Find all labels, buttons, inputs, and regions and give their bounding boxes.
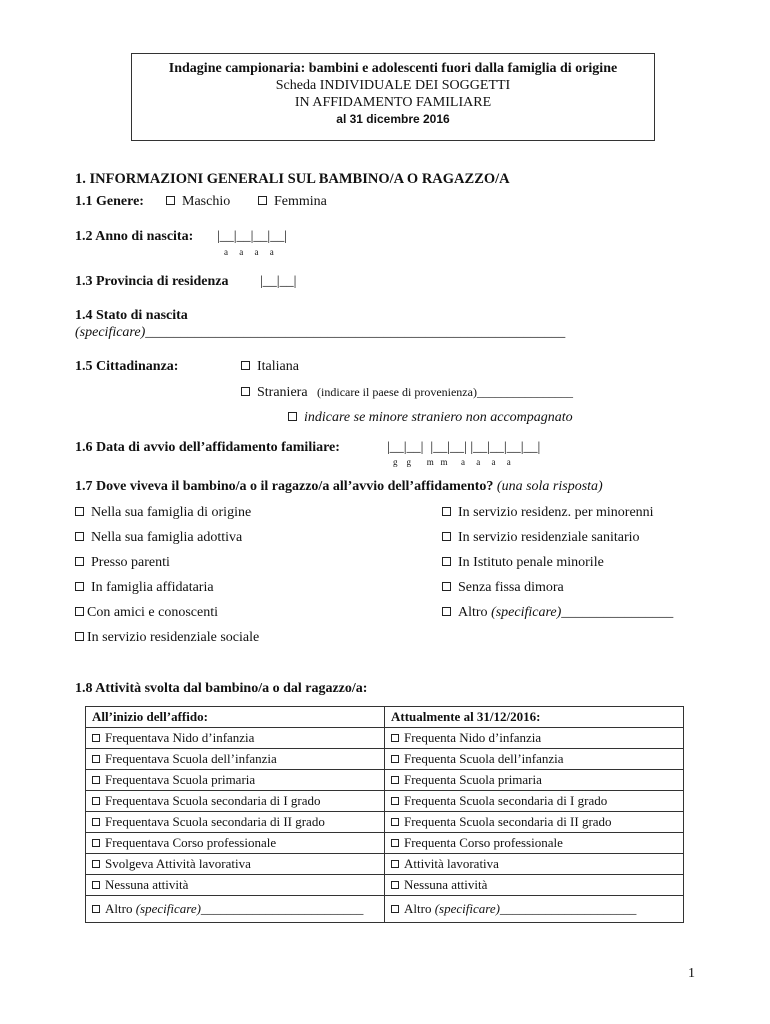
residence-option[interactable] [442,530,640,546]
prior-residence-question [75,479,603,495]
citizenship-option-foreign[interactable] [241,385,573,401]
activity-option-label: Frequentava Scuola primaria [105,772,256,787]
activity-option[interactable] [385,875,684,896]
table-row [86,833,684,854]
activity-option[interactable] [385,770,684,791]
specify-label: (specificare) [491,605,562,620]
activity-option-label: Frequenta Scuola secondaria di I grado [404,793,608,808]
activity-option[interactable] [385,728,684,749]
birth-year-field[interactable]: |__|__|__|__| [217,229,288,244]
checkbox-icon[interactable] [92,905,100,913]
residence-option-label: Altro [458,605,488,620]
specify-label: (specificare) [75,325,146,340]
checkbox-icon[interactable] [92,755,100,763]
checkbox-icon[interactable] [288,412,297,421]
checkbox-icon[interactable] [442,582,451,591]
checkbox-icon[interactable] [241,387,250,396]
residence-option-label: In servizio residenziale sanitario [458,530,640,545]
reference-date: al 31 dicembre 2016 [336,112,450,126]
checkbox-icon[interactable] [442,507,451,516]
activity-option-label: Altro [105,901,133,916]
checkbox-icon[interactable] [92,818,100,826]
residence-option-label: In servizio residenziale sociale [87,630,260,645]
checkbox-icon[interactable] [75,582,84,591]
activity-option[interactable] [86,833,385,854]
specify-line[interactable]: _____________________ [499,901,637,916]
activity-option-label: Frequentava Nido d’infanzia [105,730,255,745]
activity-label: 1.8 Attività svolta dal bambino/a o dal ragazzo/a: [75,681,368,696]
single-answer-note: (una sola risposta) [496,479,603,494]
checkbox-icon[interactable] [92,860,100,868]
checkbox-icon[interactable] [391,839,399,847]
specify-label: (specificare) [434,901,500,916]
unaccompanied-label: indicare se minore straniero non accompagnato [304,410,573,425]
residence-option-other[interactable] [442,605,673,621]
checkbox-icon[interactable] [391,734,399,742]
residence-option-label: Presso parenti [91,555,170,570]
checkbox-icon[interactable] [92,734,100,742]
activity-option[interactable] [86,791,385,812]
unaccompanied-option[interactable] [288,410,573,426]
checkbox-icon[interactable] [391,755,399,763]
residence-option-label: In Istituto penale minorile [458,555,604,570]
activity-option-label: Frequentava Scuola secondaria di I grado [105,793,321,808]
activity-option-other[interactable] [86,896,385,923]
table-row [86,749,684,770]
checkbox-icon[interactable] [258,196,267,205]
form-subtitle: IN AFFIDAMENTO FAMILIARE [294,95,492,110]
checkbox-icon[interactable] [391,881,399,889]
activity-option-label: Frequenta Nido d’infanzia [404,730,542,745]
table-row [86,728,684,749]
foster-start-date-label: 1.6 Data di avvio dell’affidamento familiare: [75,440,340,455]
residence-option[interactable] [75,630,259,646]
form-title: Scheda INDIVIDUALE DEI SOGGETTI [275,78,511,93]
gender-option-female[interactable] [258,194,327,210]
page-number: 1 [688,966,695,981]
activity-table [85,706,684,923]
residence-option[interactable] [75,605,218,621]
activity-option-label: Frequenta Corso professionale [404,835,563,850]
province-label: 1.3 Provincia di residenza [75,274,229,289]
checkbox-icon[interactable] [75,557,84,566]
activity-option[interactable] [86,728,385,749]
specify-line[interactable]: _________________________ [200,901,364,916]
activity-option[interactable] [385,749,684,770]
residence-option[interactable] [75,530,242,546]
activity-option-label: Frequenta Scuola secondaria di II grado [404,814,612,829]
checkbox-icon[interactable] [391,818,399,826]
checkbox-icon[interactable] [75,532,84,541]
table-row [86,854,684,875]
specify-label: (specificare) [135,901,201,916]
citizenship-italian-label: Italiana [257,359,299,374]
residence-option[interactable] [75,580,214,596]
activity-option-label: Frequentava Scuola dell’infanzia [105,751,277,766]
activity-option[interactable] [86,770,385,791]
prior-residence-label: 1.7 Dove viveva il bambino/a o il ragazzo/a all’avvio dell’affidamento? [75,479,494,494]
residence-option-label: In famiglia affidataria [91,580,214,595]
country-of-origin-field[interactable]: (indicare il paese di provenienza)________________ [317,385,573,399]
table-row [86,812,684,833]
activity-option[interactable] [385,854,684,875]
table-row [86,770,684,791]
section-title: 1. INFORMAZIONI GENERALI SUL BAMBINO/A O RAGAZZO/A [75,171,510,187]
activity-option-label: Nessuna attività [105,877,189,892]
residence-option[interactable] [442,580,564,596]
birth-state-line: ____________________________________________________________ [145,325,566,340]
specify-line[interactable]: ________________ [561,605,674,620]
checkbox-icon[interactable] [442,557,451,566]
residence-option-label: In servizio residenz. per minorenni [458,505,654,520]
activity-option-label: Svolgeva Attività lavorativa [105,856,251,871]
checkbox-icon[interactable] [442,532,451,541]
table-row-other [86,896,684,923]
activity-option[interactable] [86,812,385,833]
residence-option-label: Con amici e conoscenti [87,605,219,620]
checkbox-icon[interactable] [92,776,100,784]
checkbox-icon[interactable] [391,905,399,913]
checkbox-icon[interactable] [391,797,399,805]
checkbox-icon[interactable] [442,607,451,616]
checkbox-icon[interactable] [241,361,250,370]
residence-option[interactable] [75,505,251,521]
table-header-row [86,707,684,728]
activity-option-other[interactable] [385,896,684,923]
table-row [86,791,684,812]
checkbox-icon[interactable] [92,839,100,847]
gender-female-label: Femmina [274,194,327,209]
activity-option-label: Nessuna attività [404,877,488,892]
checkbox-icon[interactable] [166,196,175,205]
table-row [86,875,684,896]
birth-year-hint: a a a a [224,247,274,257]
residence-option[interactable] [75,555,170,571]
birth-year-label: 1.2 Anno di nascita: [75,229,194,244]
survey-title: Indagine campionaria: bambini e adolescenti fuori dalla famiglia di origine [168,61,618,76]
residence-option[interactable] [442,505,654,521]
checkbox-icon[interactable] [75,607,84,616]
activity-option[interactable] [385,791,684,812]
activity-option[interactable] [86,875,385,896]
citizenship-foreign-label: Straniera [257,385,308,400]
gender-option-male[interactable] [166,194,230,210]
birth-state-field[interactable] [75,325,565,341]
activity-option[interactable] [385,812,684,833]
activity-option-label: Frequentava Scuola secondaria di II grado [105,814,325,829]
citizenship-label: 1.5 Cittadinanza: [75,359,179,374]
province-field[interactable]: |__|__| [260,274,297,289]
citizenship-option-italian[interactable] [241,359,299,375]
birth-state-label: 1.4 Stato di nascita [75,308,188,323]
checkbox-icon[interactable] [391,860,399,868]
activity-option[interactable] [86,749,385,770]
activity-option-label: Frequenta Scuola dell’infanzia [404,751,564,766]
checkbox-icon[interactable] [92,881,100,889]
activity-option-label: Frequentava Corso professionale [105,835,277,850]
checkbox-icon[interactable] [391,776,399,784]
checkbox-icon[interactable] [92,797,100,805]
activity-option-label: Attività lavorativa [404,856,499,871]
residence-option[interactable] [442,555,604,571]
activity-option-label: Frequenta Scuola primaria [404,772,542,787]
residence-option-label: Senza fissa dimora [458,580,564,595]
residence-option-label: Nella sua famiglia di origine [91,505,252,520]
checkbox-icon[interactable] [75,507,84,516]
residence-option-label: Nella sua famiglia adottiva [91,530,243,545]
activity-option[interactable] [385,833,684,854]
foster-start-date-field[interactable]: |__|__| |__|__| |__|__|__|__| [387,440,541,455]
gender-label: 1.1 Genere: [75,194,144,209]
activity-option[interactable] [86,854,385,875]
activity-option-label: Altro [404,901,432,916]
checkbox-icon[interactable] [75,632,84,641]
header-box [131,53,655,141]
gender-male-label: Maschio [182,194,231,209]
col-current-header: Attualmente al 31/12/2016: [385,707,684,728]
foster-start-date-hint: g g m m a a a a [393,457,511,467]
col-start-header: All’inizio dell’affido: [86,707,385,728]
